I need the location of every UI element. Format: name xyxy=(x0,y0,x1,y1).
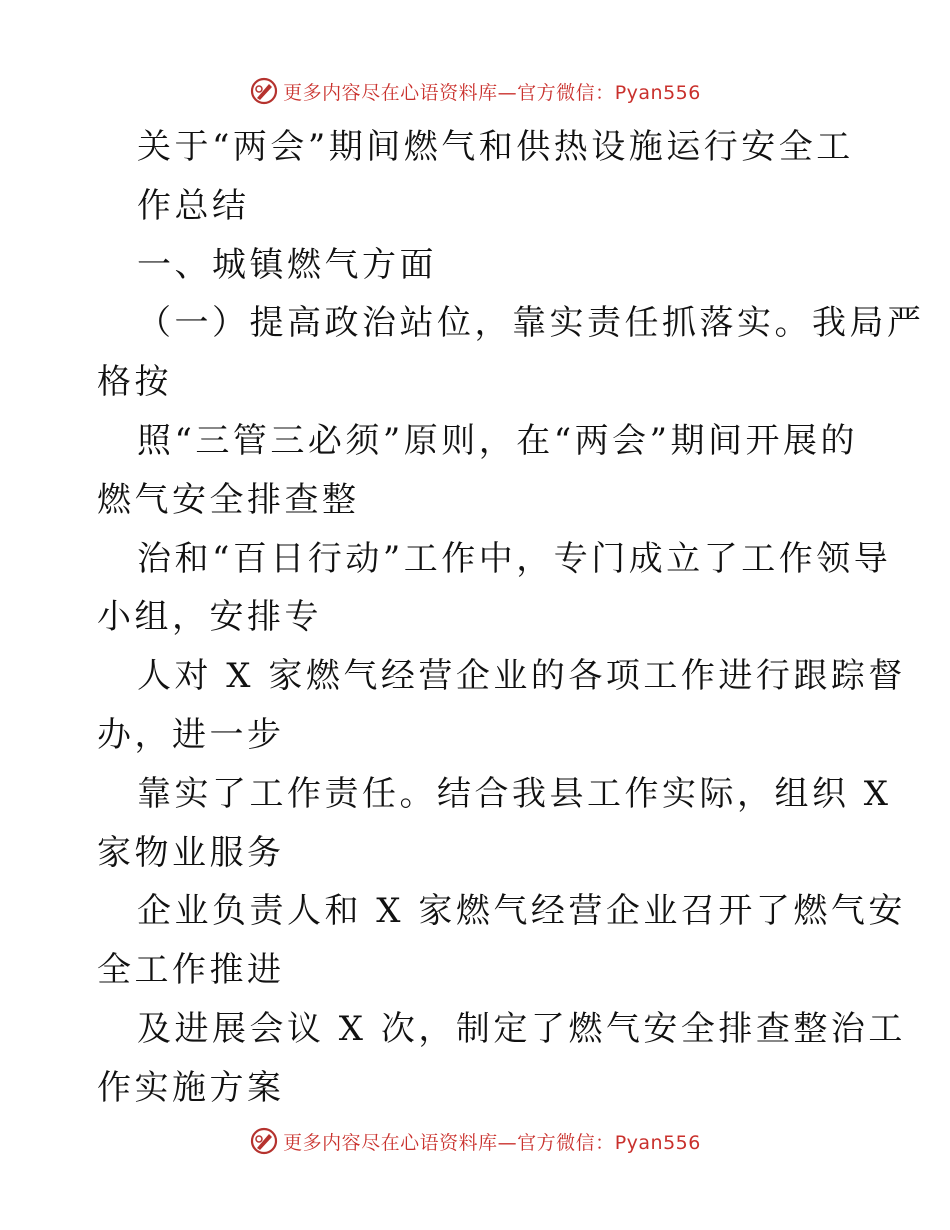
watermark-main-text: 更多内容尽在心语资料库 xyxy=(283,1131,498,1154)
document-line: 格按 xyxy=(97,362,172,403)
watermark-dash: — xyxy=(497,81,518,104)
watermark-text xyxy=(283,78,701,105)
document-line: 治和“百日行动”工作中，专门成立了工作领导 xyxy=(137,538,892,579)
document-line: （一）提高政治站位，靠实责任抓落实。我局严 xyxy=(137,303,925,344)
document-body xyxy=(97,118,925,1118)
document-line: 靠实了工作责任。结合我县工作实际，组织 X xyxy=(137,773,892,814)
watermark-wechat-label: 官方微信： xyxy=(517,81,615,104)
document-line: 作实施方案 xyxy=(97,1067,285,1108)
document-line: 家物业服务 xyxy=(97,832,285,873)
document-line: 燃气安全排查整 xyxy=(97,479,360,520)
document-line: 作总结 xyxy=(137,185,250,226)
header-watermark-banner xyxy=(0,71,950,111)
document-line: 小组，安排专 xyxy=(97,597,322,638)
document-line: 办，进一步 xyxy=(97,714,285,755)
footer-watermark-banner xyxy=(0,1121,950,1161)
document-line: 全工作推进 xyxy=(97,950,285,991)
document-line: 一、城镇燃气方面 xyxy=(137,244,437,285)
watermark-wechat-id: Pyan556 xyxy=(614,81,701,104)
document-line: 关于“两会”期间燃气和供热设施运行安全工 xyxy=(137,127,854,167)
document-line: 人对 X 家燃气经营企业的各项工作进行跟踪督 xyxy=(137,656,906,697)
quill-logo-icon xyxy=(249,1126,279,1156)
document-line: 及进展会议 X 次，制定了燃气安全排查整治工 xyxy=(137,1008,906,1049)
document-line: 企业负责人和 X 家燃气经营企业召开了燃气安 xyxy=(137,891,906,932)
watermark-main-text: 更多内容尽在心语资料库 xyxy=(283,81,498,104)
watermark-wechat-label: 官方微信： xyxy=(517,1131,615,1154)
quill-logo-icon xyxy=(249,76,279,106)
document-line: 照“三管三必须”原则，在“两会”期间开展的 xyxy=(137,420,859,461)
watermark-text xyxy=(283,1128,701,1155)
watermark-wechat-id: Pyan556 xyxy=(614,1131,701,1154)
watermark-dash: — xyxy=(497,1131,518,1154)
